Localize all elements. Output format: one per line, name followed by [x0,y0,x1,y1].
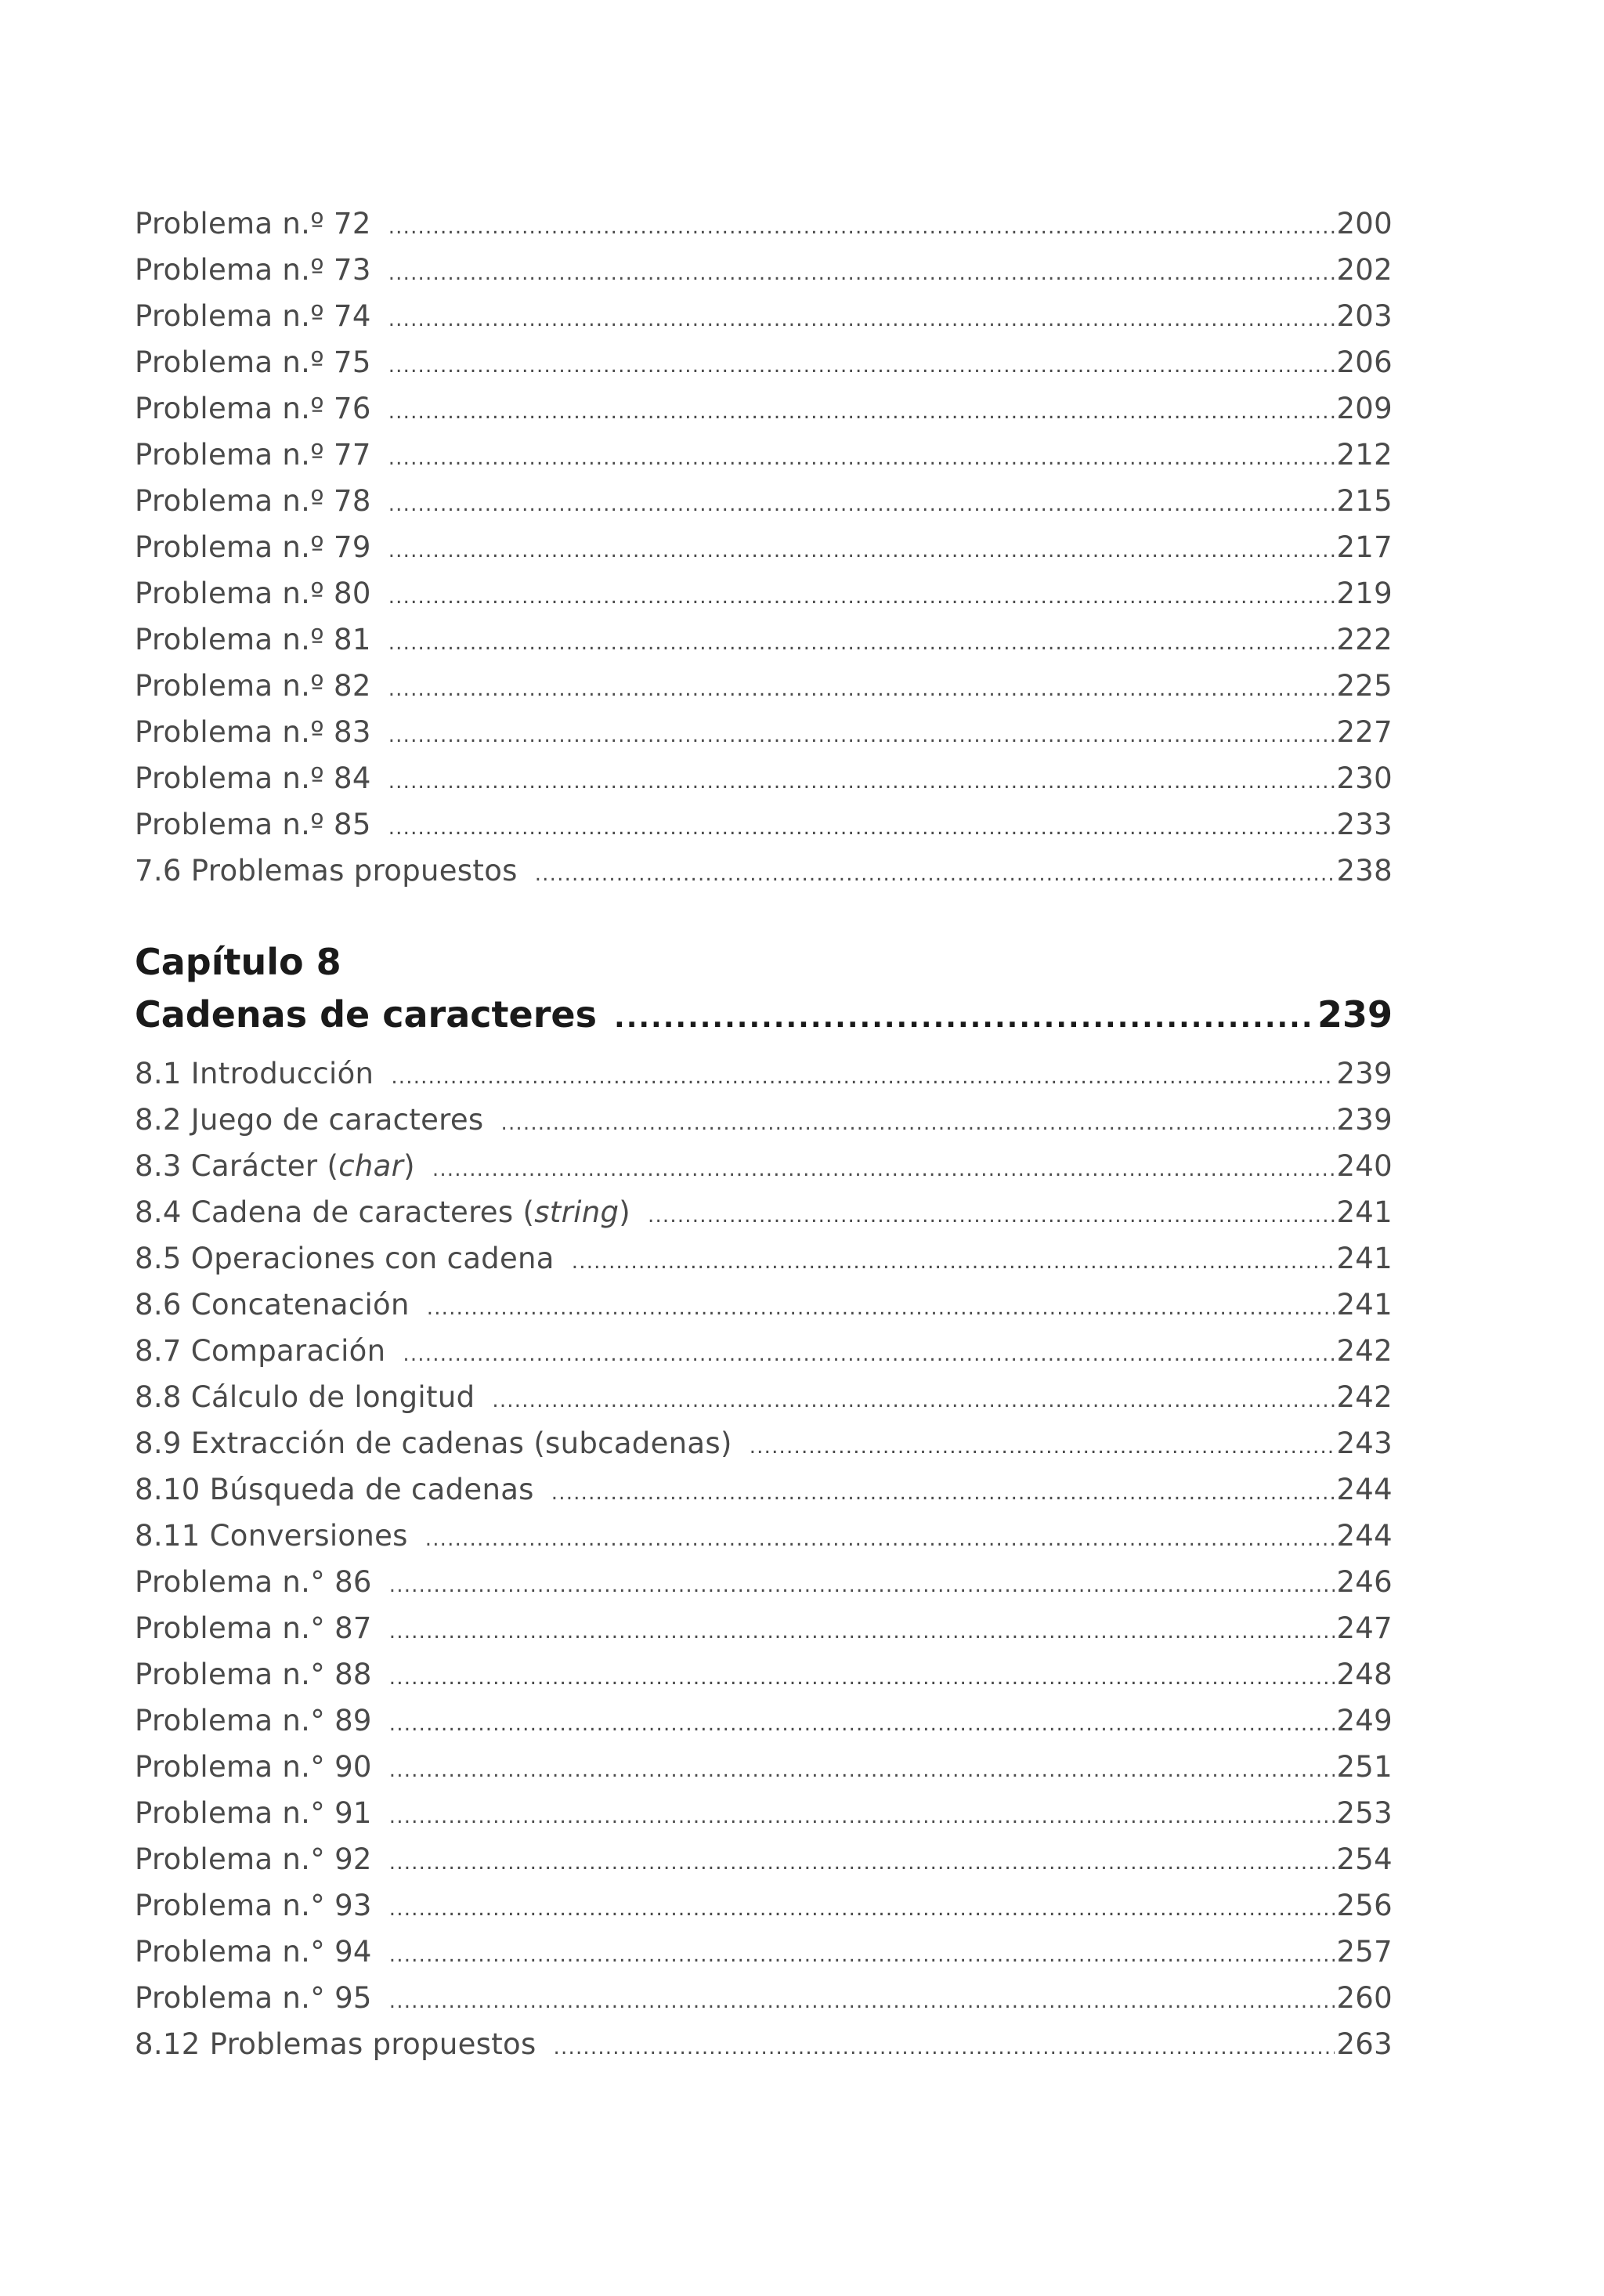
chapter-title: Cadenas de caracteres [135,993,598,1036]
toc-entry [135,1698,1393,1744]
toc-entry-page: 206 [1336,345,1393,379]
dot-leader [403,1328,1335,1378]
toc-entry [135,1744,1393,1790]
dot-leader [391,1050,1335,1101]
toc-entry-title: 8.1 Introducción [135,1057,374,1090]
toc-entry [135,616,1393,663]
toc-entry [135,339,1393,385]
toc-entry-title: Problema n.° 86 [135,1565,372,1599]
dot-leader [389,1882,1335,1933]
dot-leader [389,1929,1335,1979]
toc-entry-title-italic: char [338,1149,404,1183]
toc-entry [135,1975,1393,2021]
toc-entry-page: 248 [1336,1658,1393,1691]
toc-entry-title: Problema n.º 79 [135,530,371,564]
dot-leader [535,848,1335,898]
toc-entry-title: Problema n.º 77 [135,438,371,472]
toc-entry-title: Problema n.° 91 [135,1796,372,1830]
toc-section-chapter-8 [135,1050,1393,2067]
toc-entry-title: 8.10 Búsqueda de cadenas [135,1473,534,1506]
toc-entry [135,1836,1393,1882]
chapter-heading [135,936,1393,1041]
toc-entry-page: 241 [1336,1288,1393,1322]
toc-entry-title [135,1143,432,1189]
toc-entry-page: 200 [1336,207,1393,240]
toc-entry [135,1466,1393,1513]
dot-leader [648,1189,1335,1239]
dot-leader [388,385,1335,436]
dot-leader [750,1420,1335,1470]
toc-entry-page: 260 [1336,1981,1393,2015]
toc-entry-page: 222 [1336,623,1393,656]
toc-entry-page: 227 [1336,715,1393,749]
dot-leader [432,1143,1335,1193]
toc-entry [135,2021,1393,2067]
toc-entry-title: 8.6 Concatenación [135,1288,410,1322]
toc-entry-page: 238 [1336,854,1393,888]
toc-entry-title: Problema n.º 82 [135,669,371,703]
toc-entry-title-part: 8.4 Cadena de caracteres ( [135,1195,535,1229]
dot-leader [554,2021,1335,2071]
dot-leader [389,1651,1335,1701]
dot-leader [389,1836,1335,1886]
toc-entry-page: 243 [1336,1426,1393,1460]
dot-leader [492,1374,1335,1424]
toc-entry-title: Problema n.° 87 [135,1611,372,1645]
toc-entry-page: 254 [1336,1842,1393,1876]
toc-entry [135,1050,1393,1097]
toc-entry [135,524,1393,570]
toc-entry-page: 244 [1336,1519,1393,1553]
toc-entry [135,1420,1393,1466]
toc-entry [135,1374,1393,1420]
toc-entry [135,570,1393,616]
toc-entry [135,1189,1393,1235]
toc-entry-title-part: ) [403,1149,415,1183]
dot-leader [389,1559,1335,1609]
toc-entry-page: 241 [1336,1242,1393,1275]
toc-entry-title: Problema n.º 72 [135,207,371,240]
toc-entry-title-part: 8.3 Carácter ( [135,1149,339,1183]
toc-entry-title-part: ) [619,1195,630,1229]
toc-entry [135,848,1393,894]
toc-entry-page: 203 [1336,299,1393,333]
toc-entry-title: Problema n.º 73 [135,253,371,287]
toc-entry-title: 8.12 Problemas propuestos [135,2027,536,2061]
toc-entry-page: 239 [1336,1057,1393,1090]
dot-leader [425,1513,1335,1563]
toc-entry-page: 242 [1336,1334,1393,1368]
toc-section-chapter-7 [135,201,1393,894]
toc-entry-title-italic: string [534,1195,620,1229]
toc-entry [135,247,1393,293]
toc-entry-title [135,1189,648,1235]
toc-entry-title: Problema n.º 85 [135,808,371,841]
toc-entry-title: Problema n.º 78 [135,484,371,518]
toc-entry [135,1559,1393,1605]
dot-leader [388,432,1335,482]
toc-entry [135,432,1393,478]
toc-entry-title: Problema n.º 75 [135,345,371,379]
toc-entry-title: Problema n.º 76 [135,392,371,425]
dot-leader [388,755,1335,805]
toc-entry-page: 215 [1336,484,1393,518]
dot-leader [427,1282,1335,1332]
toc-entry-page: 256 [1336,1889,1393,1922]
toc-entry-page: 247 [1336,1611,1393,1645]
dot-leader [551,1466,1335,1517]
toc-entry-page: 217 [1336,530,1393,564]
toc-entry-page: 244 [1336,1473,1393,1506]
toc-entry [135,478,1393,524]
dot-leader [572,1235,1335,1285]
toc-entry-title: Problema n.º 80 [135,577,371,610]
dot-leader [388,201,1335,251]
dot-leader [388,478,1335,528]
toc-entry [135,1235,1393,1282]
dot-leader [388,663,1335,713]
toc-entry [135,1097,1393,1143]
toc-entry-page: 251 [1336,1750,1393,1784]
toc-entry-page: 263 [1336,2027,1393,2061]
toc-entry-page: 239 [1336,1103,1393,1137]
toc-entry [135,801,1393,848]
toc-entry-title: 7.6 Problemas propuestos [135,854,518,888]
dot-leader [388,616,1335,667]
toc-entry [135,1282,1393,1328]
dot-leader [389,1744,1335,1794]
toc-entry-title: Problema n.° 92 [135,1842,372,1876]
toc-entry-title: Problema n.º 84 [135,761,371,795]
toc-entry-title: Problema n.° 93 [135,1889,372,1922]
toc-entry-page: 233 [1336,808,1393,841]
toc-entry-title: Problema n.° 89 [135,1704,372,1737]
toc-entry [135,1929,1393,1975]
chapter-label: Capítulo 8 [135,941,341,983]
toc-entry [135,293,1393,339]
toc-entry-title: Problema n.° 94 [135,1935,372,1969]
dot-leader [389,1975,1335,2025]
toc-entry-page: 219 [1336,577,1393,610]
toc-entry-page: 212 [1336,438,1393,472]
toc-entry-title: 8.9 Extracción de cadenas (subcadenas) [135,1426,732,1460]
toc-entry [135,755,1393,801]
toc-entry [135,1513,1393,1559]
toc-entry [135,385,1393,432]
dot-leader [614,988,1316,1045]
toc-entry-title: Problema n.º 74 [135,299,371,333]
chapter-page: 239 [1317,993,1393,1036]
toc-entry-page: 246 [1336,1565,1393,1599]
toc-entry-title: 8.8 Cálculo de longitud [135,1380,475,1414]
chapter-title-row [135,988,1393,1041]
dot-leader [388,709,1335,759]
toc-entry-page: 225 [1336,669,1393,703]
toc-entry [135,1790,1393,1836]
dot-leader [388,524,1335,574]
toc-entry-page: 202 [1336,253,1393,287]
toc-entry [135,1651,1393,1698]
toc-entry-page: 240 [1336,1149,1393,1183]
toc-entry-title: Problema n.º 81 [135,623,371,656]
dot-leader [389,1698,1335,1748]
dot-leader [388,339,1335,389]
toc-entry-title: Problema n.° 88 [135,1658,372,1691]
dot-leader [388,801,1335,852]
dot-leader [388,570,1335,620]
toc-entry [135,663,1393,709]
toc-entry-page: 209 [1336,392,1393,425]
toc-entry [135,1605,1393,1651]
toc-entry-title: Problema n.° 90 [135,1750,372,1784]
dot-leader [389,1605,1335,1655]
toc-page [135,201,1393,2067]
toc-entry [135,1328,1393,1374]
toc-entry-page: 230 [1336,761,1393,795]
toc-entry-page: 249 [1336,1704,1393,1737]
toc-entry [135,709,1393,755]
toc-entry-title: 8.5 Operaciones con cadena [135,1242,555,1275]
toc-entry-title: Problema n.º 83 [135,715,371,749]
toc-entry-title: 8.2 Juego de caracteres [135,1103,484,1137]
toc-entry-title: 8.11 Conversiones [135,1519,408,1553]
toc-entry-page: 242 [1336,1380,1393,1414]
dot-leader [389,1790,1335,1840]
toc-entry [135,1882,1393,1929]
toc-entry-page: 241 [1336,1195,1393,1229]
toc-entry-title: Problema n.° 95 [135,1981,372,2015]
dot-leader [500,1097,1335,1147]
toc-entry-title: 8.7 Comparación [135,1334,386,1368]
dot-leader [388,293,1335,343]
dot-leader [388,247,1335,297]
toc-entry [135,201,1393,247]
toc-entry-page: 257 [1336,1935,1393,1969]
toc-entry-page: 253 [1336,1796,1393,1830]
toc-entry [135,1143,1393,1189]
